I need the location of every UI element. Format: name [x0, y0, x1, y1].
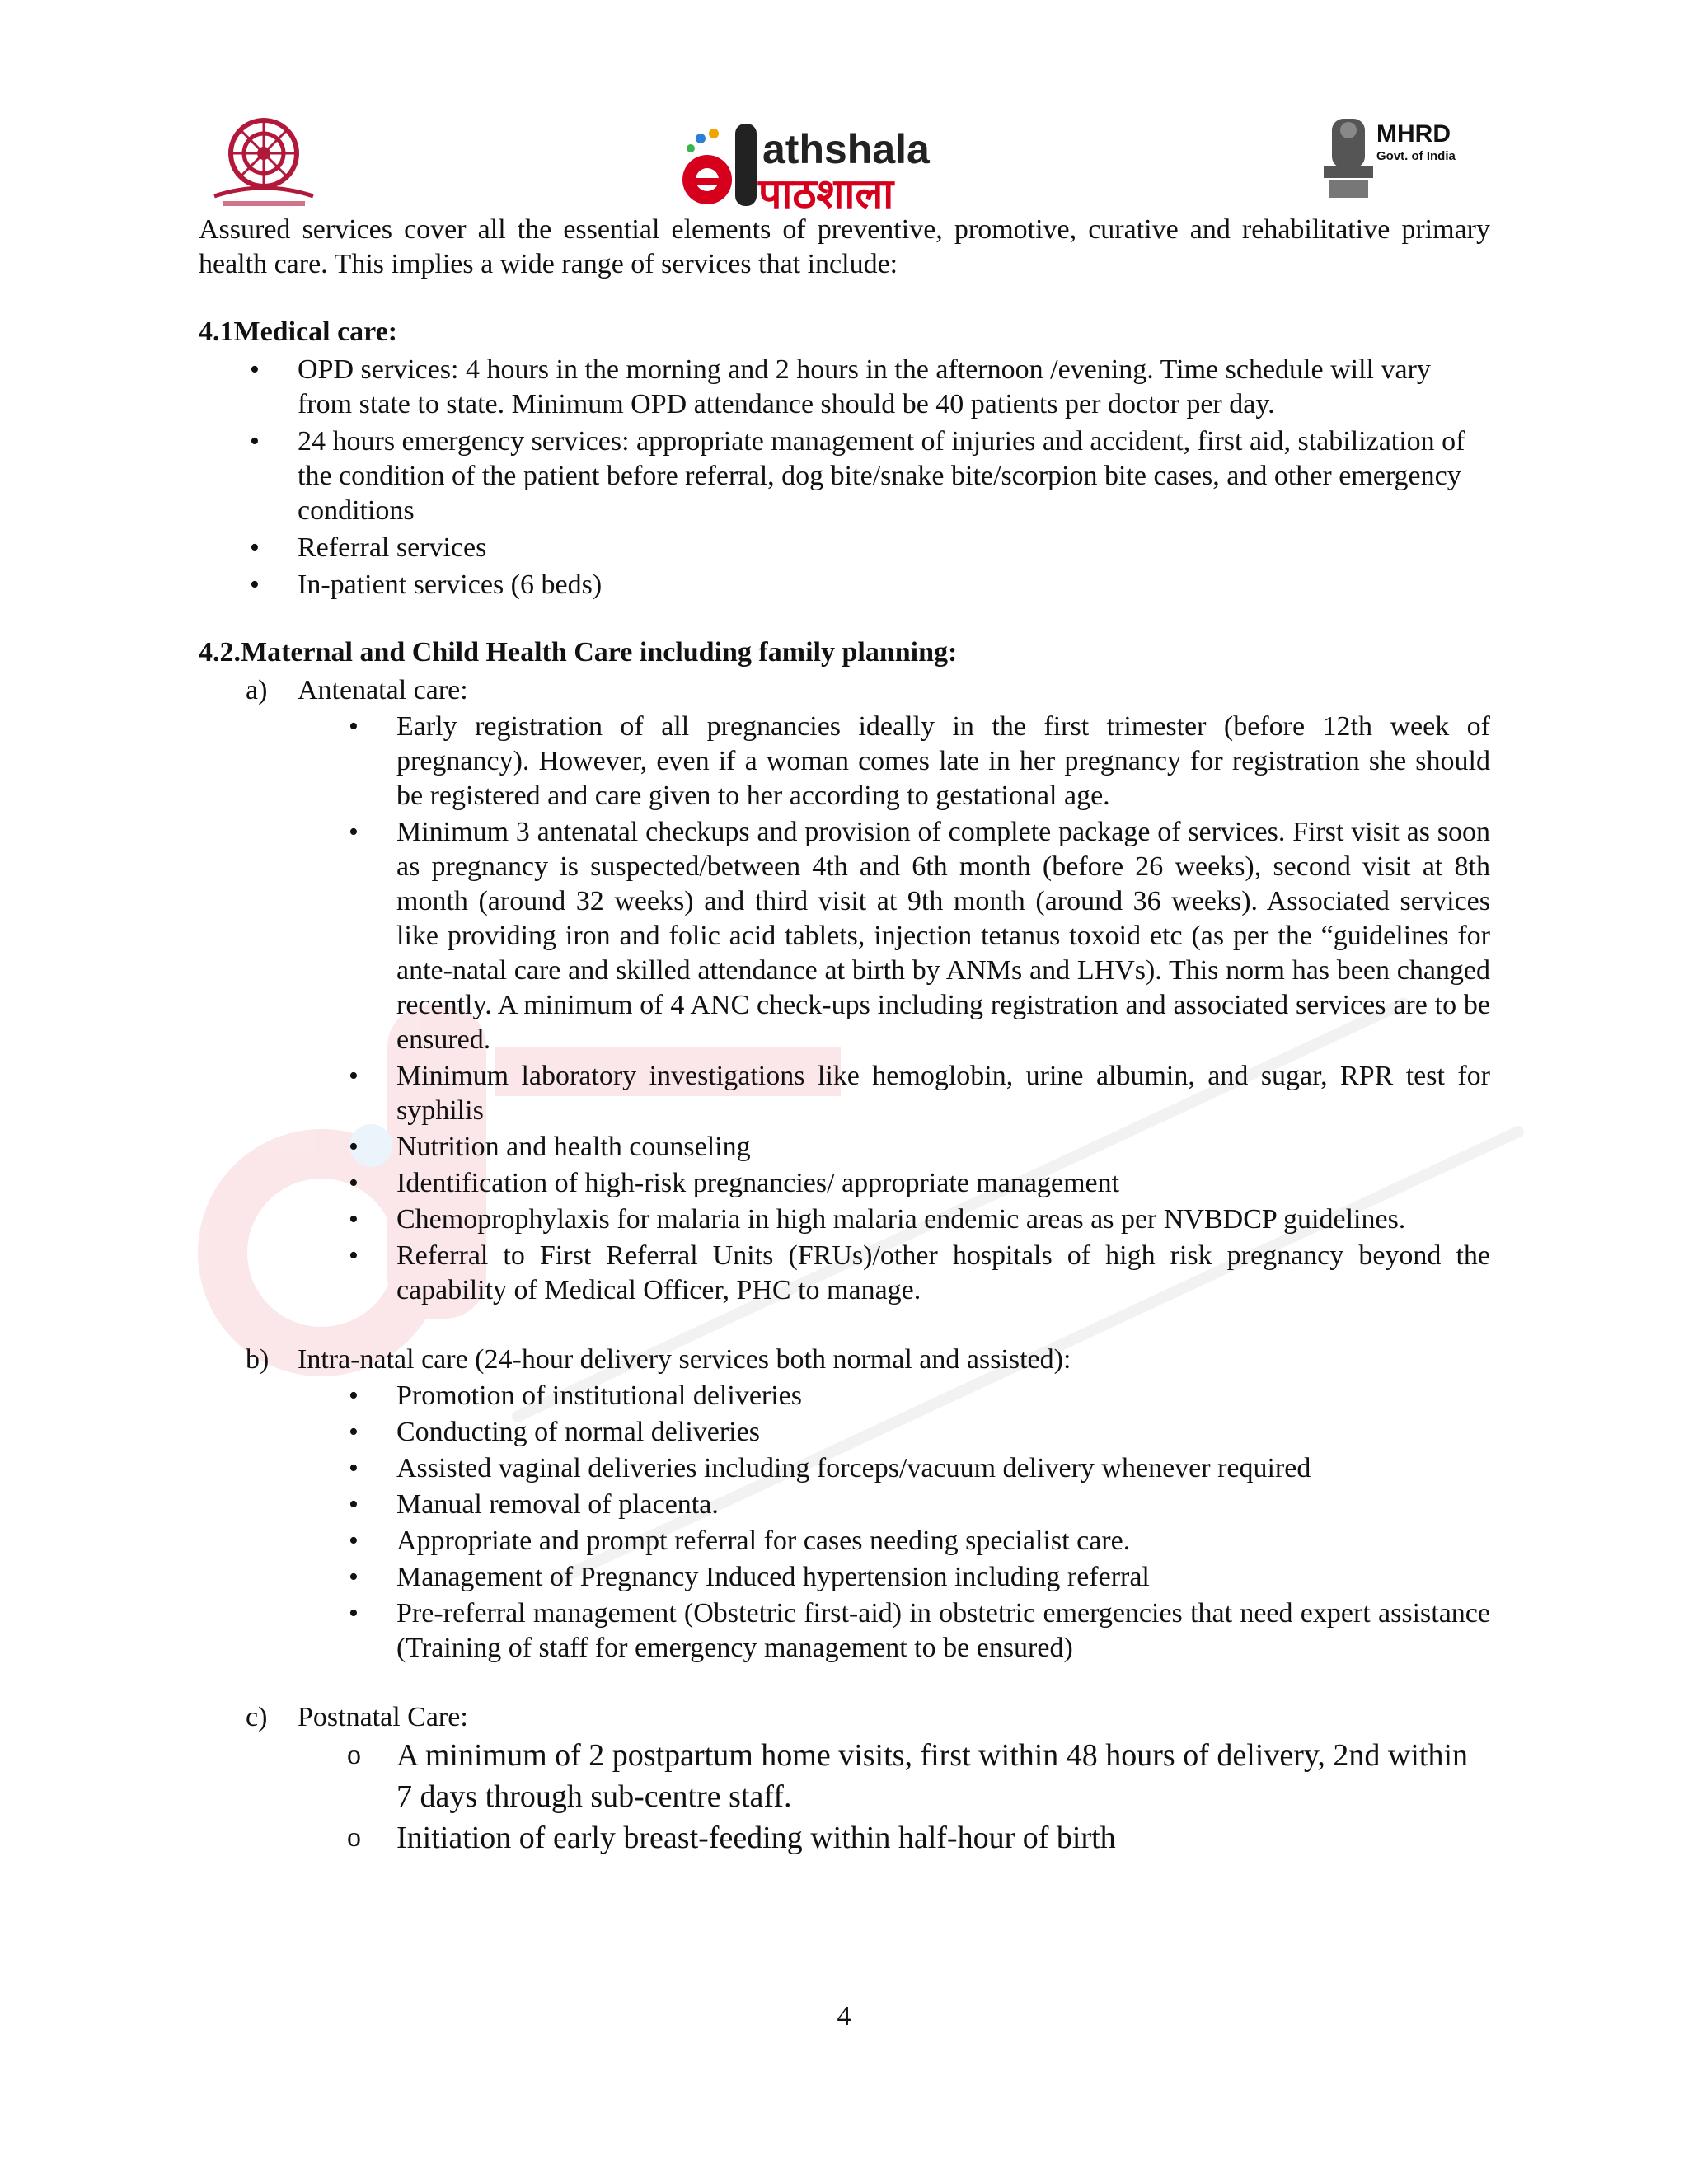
mhrd-subtitle: Govt. of India: [1376, 149, 1456, 163]
item-label: c): [246, 1702, 268, 1732]
list-item: • Appropriate and prompt referral for cases needing specialist care.: [298, 1524, 1490, 1558]
list-item: • Management of Pregnancy Induced hypertension including referral: [298, 1560, 1490, 1595]
bullet-icon: •: [250, 354, 260, 385]
medical-care-list: [199, 353, 1490, 602]
bullet-icon: •: [250, 532, 260, 563]
bullet-icon: •: [349, 1204, 359, 1235]
epathshala-logo-english: athshala: [762, 126, 930, 172]
bullet-icon: •: [349, 1598, 359, 1629]
bullet-icon: •: [349, 1061, 359, 1091]
bullet-icon: •: [250, 569, 260, 600]
item-label: a): [246, 675, 268, 705]
intranatal-care-list: [298, 1379, 1490, 1666]
list-item: • 24 hours emergency services: appropriate management of injuries and accident, first aid, stabilization of the condition of the patient before referral, dog bite/snake bite/scorpion bite cases, and other emergency conditions: [250, 426, 1465, 526]
item-title: Antenatal care:: [298, 675, 468, 705]
postnatal-care-item: [199, 1700, 1490, 1858]
intro-paragraph: Assured services cover all the essential elements of preventive, promotive, curative and rehabilitative primary health care. This implies a wide range of services that include:: [199, 214, 1490, 279]
circle-bullet-icon: o: [347, 1822, 361, 1853]
mhrd-emblem-icon: [1317, 102, 1482, 209]
list-item: • Minimum 3 antenatal checkups and provision of complete package of services. First visit as soon as pregnancy is suspected/between 4th and 6th month (before 26 weeks), second visit at 8th month (around 32 weeks) and third visit at 9th month (around 36 weeks). Associated services like providing iron and folic acid tablets, injection tetanus toxoid etc (as per the “guidelines for ante-natal care and skilled attendance at birth by ANMs and LHVs). This norm has been changed recently. A minimum of 4 ANC check-ups including registration and associated services are to be ensured.: [349, 817, 1490, 1055]
bullet-icon: •: [349, 1453, 359, 1483]
bullet-icon: •: [349, 1168, 359, 1198]
bullet-icon: •: [349, 1489, 359, 1520]
list-item: • Conducting of normal deliveries: [298, 1415, 1490, 1450]
list-item: • OPD services: 4 hours in the morning and 2 hours in the afternoon /evening. Time schedule will vary from state to state. Minimum OPD attendance should be 40 patients per doctor per day.: [250, 354, 1431, 419]
list-item: • Assisted vaginal deliveries including forceps/vacuum delivery whenever required: [298, 1451, 1490, 1486]
epathshala-logo-icon: [676, 115, 973, 218]
bullet-icon: •: [349, 817, 359, 847]
page-number: 4: [837, 2001, 851, 2032]
bullet-icon: •: [349, 1417, 359, 1447]
bullet-icon: •: [349, 1562, 359, 1592]
mch-care-list: [199, 673, 1490, 1858]
list-item: • Early registration of all pregnancies ideally in the first trimester (before 12th week of pregnancy). However, even if a woman comes late in her pregnancy for registration she should be registered and care given to her according to gestational age.: [349, 711, 1490, 811]
list-item: • Manual removal of placenta.: [298, 1488, 1490, 1522]
list-item: • Referral services: [199, 531, 1490, 565]
bullet-icon: •: [349, 1526, 359, 1556]
epathshala-logo-hindi: पाठशाला: [758, 170, 894, 218]
list-item: • Nutrition and health counseling: [298, 1130, 1490, 1165]
bullet-icon: •: [250, 426, 260, 457]
list-item: • Referral to First Referral Units (FRUs)/other hospitals of high risk pregnancy beyond the capability of Medical Officer, PHC to manage.: [349, 1240, 1490, 1305]
list-item: • Chemoprophylaxis for malaria in high malaria endemic areas as per NVBDCP guidelines.: [298, 1202, 1490, 1237]
antenatal-care-item: [199, 673, 1490, 1308]
item-label: b): [246, 1344, 270, 1375]
bullet-icon: •: [349, 1240, 359, 1271]
section-4-1-heading: 4.1Medical care:: [199, 316, 398, 347]
circle-bullet-icon: o: [347, 1740, 361, 1770]
mhrd-title: MHRD: [1376, 120, 1451, 148]
list-item: • Identification of high-risk pregnancies/ appropriate management: [298, 1166, 1490, 1201]
page-header: [0, 0, 1688, 223]
bullet-icon: •: [349, 1132, 359, 1162]
list-item: • Promotion of institutional deliveries: [298, 1379, 1490, 1413]
postnatal-care-list: [298, 1735, 1490, 1858]
list-item: o Initiation of early breast-feeding within half-hour of birth: [298, 1817, 1490, 1858]
document-body: [199, 213, 1490, 1858]
bullet-icon: •: [349, 711, 359, 742]
list-item: • Pre-referral management (Obstetric first-aid) in obstetric emergencies that need expert assistance (Training of staff for emergency management to be ensured): [349, 1598, 1490, 1663]
list-item: • In-patient services (6 beds): [199, 568, 1490, 602]
bullet-icon: •: [349, 1380, 359, 1411]
intranatal-care-item: [199, 1343, 1490, 1666]
item-title: Intra-natal care (24-hour delivery services both normal and assisted):: [298, 1344, 1071, 1375]
section-4-2-heading: 4.2.Maternal and Child Health Care including family planning:: [199, 637, 958, 668]
item-title: Postnatal Care:: [298, 1702, 468, 1732]
ugc-logo-icon: [198, 114, 330, 213]
list-item: o A minimum of 2 postpartum home visits, first within 48 hours of delivery, 2nd within 7 days through sub-centre staff.: [298, 1735, 1490, 1817]
antenatal-care-list: [298, 710, 1490, 1308]
list-item: • Minimum laboratory investigations like hemoglobin, urine albumin, and sugar, RPR test for syphilis: [349, 1061, 1490, 1126]
